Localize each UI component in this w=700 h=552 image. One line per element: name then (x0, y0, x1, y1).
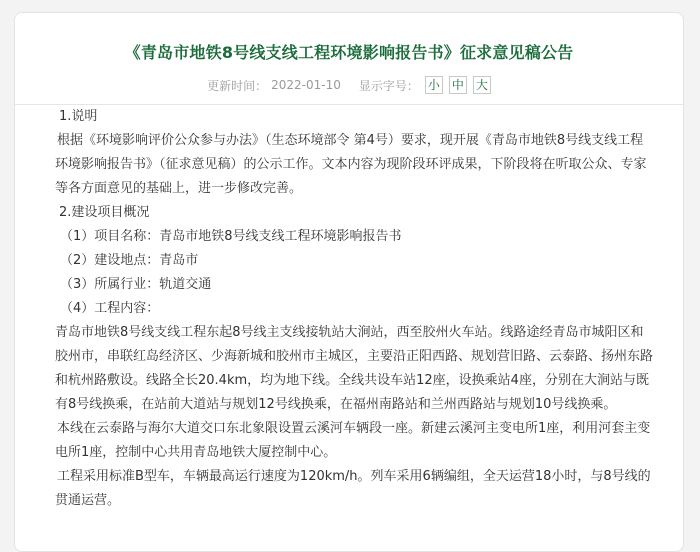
article-content (15, 105, 683, 513)
project-depot-paragraph: 本线在云泰路与海尔大道交口东北象限设置云溪河车辆段一座。新建云溪河主变电所1座，利用河套主变电所1座，控制中心共用青岛地铁大厦控制中心。 (55, 421, 651, 460)
article-title: 《青岛市地铁8号线支线工程环境影响报告书》征求意见稿公告 (124, 43, 574, 62)
update-time-value: 2022-01-10 (271, 78, 341, 92)
font-size-small-button[interactable]: 小 (425, 76, 443, 94)
section1-heading: 1.说明 (59, 109, 98, 124)
project-industry-item: （3）所属行业：轨道交通 (60, 277, 212, 292)
article-meta (15, 76, 683, 94)
project-vehicle-paragraph: 工程采用标准B型车，车辆最高运行速度为120km/h。列车采用6辆编组，全天运营18小时，与8号线的贯通运营。 (55, 469, 651, 508)
font-size-large-button[interactable]: 大 (473, 76, 491, 94)
project-name-item: （1）项目名称：青岛市地铁8号线支线工程环境影响报告书 (60, 229, 402, 244)
section1-paragraph: 根据《环境影响评价公众参与办法》（生态环境部令 第4号）要求，现开展《青岛市地铁8号线支线工程环境影响报告书》（征求意见稿）的公示工作。文本内容为现阶段环评成果，下阶段将在听取公众、专家等各方面意见的基础上，进一步修改完善。 (55, 133, 647, 196)
update-time-label: 更新时间： (207, 78, 268, 93)
font-size-medium-button[interactable]: 中 (449, 76, 467, 94)
font-size-label: 显示字号： (358, 78, 419, 93)
project-content-item: （4）工程内容： (60, 301, 160, 316)
project-route-paragraph: 青岛市地铁8号线支线工程东起8号线主支线接轨站大涧站，西至胶州火车站。线路途经青岛市城阳区和胶州市，串联红岛经济区、少海新城和胶州市主城区，主要沿正阳西路、规划营旧路、云泰路、扬州东路和杭州路敷设。线路全长20.4km，均为地下线。全线共设车站12座，设换乘站4座，分别在大涧站与既有8号线换乘，在站前大道站与规划12号线换乘，在福州南路站和兰州西路站与规划10号线换乘。 (55, 325, 654, 412)
article-card (14, 12, 684, 552)
section2-heading: 2.建设项目概况 (59, 205, 150, 220)
project-location-item: （2）建设地点：青岛市 (60, 253, 199, 268)
